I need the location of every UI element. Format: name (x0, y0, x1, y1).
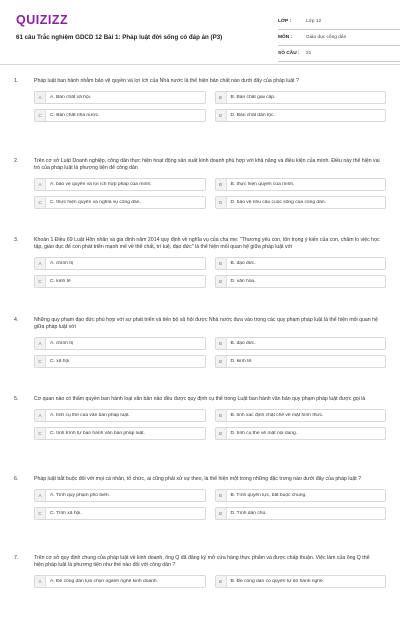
option-letter: C (35, 428, 46, 439)
question-number: 4. (14, 316, 19, 323)
option-letter: A (35, 410, 46, 421)
answer-option-d[interactable] (215, 109, 387, 122)
answer-option-a[interactable] (34, 178, 206, 191)
answer-option-c[interactable] (34, 275, 206, 288)
question-4 (14, 317, 386, 397)
question-number: 2. (14, 157, 19, 164)
option-text: B. tính xác định chặt chẽ về mặt hình thức. (230, 413, 324, 419)
question-1 (14, 78, 386, 158)
option-text: A. bảo vệ quyền và lợi ích hợp pháp của mình. (50, 181, 152, 187)
answer-option-d[interactable] (215, 427, 387, 440)
info-row-question-count (278, 46, 400, 62)
option-letter: A (35, 490, 46, 501)
answer-option-b[interactable] (215, 257, 387, 270)
question-list (14, 78, 386, 635)
quizizz-logo: QUIZIZZ (16, 13, 69, 27)
question-7 (14, 555, 386, 635)
info-row-class (278, 14, 400, 30)
question-text: Trên cơ sở Luật Doanh nghiệp, công dân thực hiện hoạt động sản xuất kinh doanh phù hợp với khả năng và điều kiện của mình. Điều này thể hiện vai trò của pháp luật là phương tiện để công dân (34, 157, 380, 171)
option-text: D. kinh tế. (230, 358, 253, 364)
answer-option-b[interactable] (215, 178, 387, 191)
question-text: Pháp luật bắt buộc đối với mọi cá nhân, tổ chức, ai cũng phải xử sự theo, là thể hiện một trong những đặc trưng nào dưới đây của pháp luật ? (34, 475, 361, 482)
option-letter: B (216, 338, 227, 349)
answer-option-a[interactable] (34, 257, 206, 270)
option-letter: C (35, 197, 46, 208)
option-text: A. chính trị (50, 261, 74, 267)
answer-option-c[interactable] (34, 109, 206, 122)
option-text: A. chính trị (50, 340, 74, 346)
option-letter: D (216, 356, 227, 367)
answer-option-a[interactable] (34, 489, 206, 502)
option-letter: B (216, 258, 227, 269)
question-number: 5. (14, 396, 19, 402)
answer-option-d[interactable] (215, 507, 387, 520)
question-text: Khoản 1 Điều 69 Luật Hôn nhân và gia đình năm 2014 quy định về nghĩa vụ của cha mẹ: "Thương yêu con, tôn trọng ý kiến của con, chăm lo việc học tập, giáo dục để con phát triển mạnh mẽ về thể chất, trí tuệ, đạo đức" là thể hiện mối quan hệ giữa pháp luật với (34, 237, 380, 251)
info-value: Giáo dục công dân (306, 35, 347, 40)
option-letter: C (35, 508, 46, 519)
option-letter: A (35, 576, 46, 587)
info-label: SỐ CÂU : (278, 51, 300, 56)
info-row-subject (278, 30, 400, 46)
answer-options (34, 337, 386, 368)
answer-option-b[interactable] (215, 489, 387, 502)
option-text: B. đạo đức. (230, 340, 256, 346)
info-table (278, 14, 400, 62)
option-letter: A (35, 258, 46, 269)
option-letter: B (216, 576, 227, 587)
option-text: B. Bản chất giai cấp. (230, 95, 276, 101)
option-letter: A (35, 92, 46, 103)
option-text: D. tính cụ thể về mặt nội dung. (230, 431, 298, 437)
option-letter: B (216, 410, 227, 421)
answer-option-b[interactable] (215, 575, 387, 588)
answer-option-c[interactable] (34, 196, 206, 209)
question-number: 6. (14, 475, 19, 482)
question-2 (14, 158, 386, 238)
answer-option-d[interactable] (215, 355, 387, 368)
info-value: Lớp 12 (306, 19, 322, 24)
option-text: A. Tính quy phạm phổ biến. (50, 492, 110, 498)
option-letter: D (216, 428, 227, 439)
option-letter: C (35, 356, 46, 367)
document-title: 61 câu Trắc nghiệm GDCD 12 Bài 1: Pháp luật đời sống có đáp án (P3) (16, 34, 223, 41)
option-text: B. thực hiện quyền của mình. (230, 181, 295, 187)
option-text: C. kinh tế (50, 279, 71, 285)
answer-option-b[interactable] (215, 337, 387, 350)
option-letter: B (216, 179, 227, 190)
answer-options (34, 257, 386, 288)
answer-option-d[interactable] (215, 196, 387, 209)
option-text: C. xã hội (50, 358, 70, 364)
option-letter: A (35, 338, 46, 349)
answer-options (34, 178, 386, 209)
answer-option-c[interactable] (34, 507, 206, 520)
option-text: C. Bản chất nhà nước. (50, 113, 100, 119)
option-text: C. Tính xã hội. (50, 510, 82, 516)
option-text: D. Bản chất dân tộc. (230, 113, 275, 119)
question-3 (14, 237, 386, 317)
option-letter: B (216, 92, 227, 103)
option-letter: D (216, 508, 227, 519)
answer-option-c[interactable] (34, 355, 206, 368)
option-text: A. Bản chất xã hội. (50, 95, 92, 101)
option-letter: D (216, 276, 227, 287)
answer-option-b[interactable] (215, 409, 387, 422)
info-value: 21 (306, 51, 312, 56)
question-text: Trên cơ sở quy định chung của pháp luật về kinh doanh, ông Q đã đăng ký mở cửa hàng thực phẩm và được chấp thuận. Việc làm của ông Q thể hiện pháp luật là phương tiện như thế nào đối với công dân ? (34, 555, 370, 569)
option-text: B. đạo đức. (230, 261, 256, 267)
option-text: D. bảo vệ nhu cầu cuộc sống của công dân. (230, 199, 326, 205)
answer-option-a[interactable] (34, 575, 206, 588)
option-text: C. tính trình tự ban hành văn bản pháp luật. (50, 431, 145, 437)
option-letter: C (35, 276, 46, 287)
question-number: 3. (14, 237, 19, 243)
answer-option-a[interactable] (34, 337, 206, 350)
header-divider (0, 64, 400, 65)
question-5 (14, 396, 386, 476)
answer-options (34, 489, 386, 520)
option-letter: A (35, 179, 46, 190)
option-letter: D (216, 110, 227, 121)
option-letter: C (35, 110, 46, 121)
answer-option-c[interactable] (34, 427, 206, 440)
answer-option-d[interactable] (215, 275, 387, 288)
question-number: 1. (14, 78, 19, 84)
question-text: Cơ quan nào có thẩm quyền ban hành loại văn bản nào đều được quy định cụ thể trong Luật ban hành văn bản quy phạm pháp luật được gọi là (34, 396, 366, 402)
answer-options (34, 575, 386, 588)
answer-options (34, 409, 386, 440)
option-letter: D (216, 197, 227, 208)
option-text: C. thực hiện quyền và nghĩa vụ công dân. (50, 199, 141, 205)
question-6 (14, 476, 386, 556)
option-text: B. Tính quyền lực, bắt buộc chung. (230, 492, 307, 498)
answer-option-a[interactable] (34, 91, 206, 104)
option-text: A. Để công dân lựa chọn ngành nghề kinh doanh. (50, 579, 158, 585)
document-header (14, 0, 386, 62)
answer-option-a[interactable] (34, 409, 206, 422)
option-text: D. Tính dân chủ. (230, 510, 267, 516)
info-label: LỚP : (278, 19, 292, 24)
question-number: 7. (14, 555, 19, 561)
option-text: D. văn hóa. (230, 279, 256, 285)
option-letter: B (216, 490, 227, 501)
info-label: MÔN : (278, 35, 293, 40)
option-text: A. tính cụ thể của văn bản pháp luật. (50, 413, 130, 419)
answer-option-b[interactable] (215, 91, 387, 104)
answer-options (34, 91, 386, 122)
option-text: B. Để công dân có quyền tự do hành nghề. (230, 579, 325, 585)
question-text: Những quy phạm đạo đức phù hợp với sự phát triển và tiến bộ xã hội được Nhà nước đưa vào trong các quy phạm pháp luật là thể hiện mối quan hệ giữa pháp luật với (34, 316, 378, 330)
question-text: Pháp luật ban hành nhằm bảo vệ quyền và lợi ích của Nhà nước là thể hiện bản chất nào dưới đây của pháp luật ? (34, 78, 299, 84)
